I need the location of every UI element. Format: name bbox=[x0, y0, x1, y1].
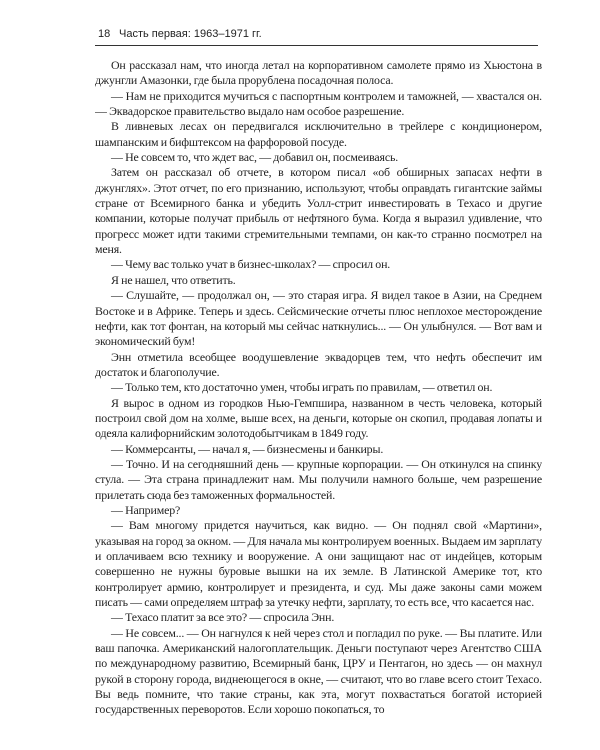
running-head bbox=[98, 27, 534, 45]
paragraph: — Не совсем... — Он нагнулся к ней через стол и погладил по руке. — Вы платите. Или ваш папочка. Американский налогоплательщик. Деньги поступают через Агентство США по международному развитию, Всемирный банк, ЦРУ и Пентагон, но здесь — он махнул рукой в сторону города, виднеющегося в окне, — считают, что во главе всего стоит Техасо. Вы ведь помните, что такие страны, как эта, могут похвастаться богатой историей государственных переворотов. Если хорошо покопаться, то bbox=[95, 625, 542, 717]
header-rule bbox=[95, 45, 538, 46]
paragraph: — Только тем, кто достаточно умен, чтобы играть по правилам, — ответил он. bbox=[111, 380, 493, 395]
page-number: 18 bbox=[98, 28, 111, 40]
paragraph: — Коммерсанты, — начал я, — бизнесмены и банкиры. bbox=[111, 441, 384, 456]
paragraph: Он рассказал нам, что иногда летал на корпоративном самолете прямо из Хьюстона в джунгли Амазонки, где была прорублена посадочная полоса. bbox=[95, 58, 542, 88]
paragraph: — Нам не приходится мучиться с паспортным контролем и таможней, — хвастался он. — Эквадорское правительство выдало нам особое разрешение. bbox=[95, 88, 542, 119]
paragraph: — Техасо платит за все это? — спросила Энн. bbox=[111, 610, 335, 625]
paragraph: — Не совсем то, что ждет вас, — добавил он, посмеиваясь. bbox=[111, 150, 399, 165]
paragraph: — Слушайте, — продолжал он, — это старая игра. Я видел такое в Азии, на Среднем Востоке и в Африке. Теперь и здесь. Сейсмические отчеты плюс неплохое месторождение нефти, как тот фонтан, на который мы сейчас наткнулись... — Он улыбнулся. — Вот вам и экономический бум! bbox=[95, 288, 542, 349]
paragraph: Я вырос в одном из городков Нью-Гемпшира, названном в честь человека, который построил свой дом на холме, выше всех, на деньги, которые он скопил, продавая лопаты и одеяла калифорнийским золотодобытчикам в 1849 году. bbox=[95, 395, 542, 441]
paragraph: Затем он рассказал об отчете, в котором писал «об обширных запасах нефти в джунглях». Этот отчет, по его признанию, используют, чтобы оправдать гигантские займы стране от Всемирного банка и убедить Уолл-стрит инвестировать в Техасо и другие компании, которые получат прибыль от нефтяного бума. Когда я выразил удивление, что прогресс может идти такими стремительными темпами, он как-то странно посмотрел на меня. bbox=[95, 165, 542, 257]
paragraph: — Вам многому придется научиться, как видно. — Он поднял свой «Мартини», указывая на город за окном. — Для начала мы контролируем военных. Выдаем им зарплату и оплачиваем всю технику и вооружение. А они защищают нас от индейцев, которым совершенно не нужны буровые вышки на их земле. В Латинской Америке тот, кто контролирует армию, контролирует и президента, и суд. Мы даже законы сами можем писать — сами определяем штраф за утечку нефти, зарплату, то есть все, что касается нас. bbox=[95, 518, 542, 610]
paragraph: — Чему вас только учат в бизнес-школах? — спросил он. bbox=[111, 257, 391, 272]
paragraph: — Например? bbox=[111, 502, 181, 517]
page-body bbox=[95, 58, 542, 738]
paragraph: В ливневых лесах он передвигался исключительно в трейлере с кондиционером, шампанским и бифштексом на фарфоровой посуде. bbox=[95, 119, 542, 149]
section-title: Часть первая: 1963–1971 гг. bbox=[119, 28, 262, 40]
paragraph: Я не нашел, что ответить. bbox=[111, 272, 236, 287]
paragraph: Энн отметила всеобщее воодушевление эквадорцев тем, что нефть обеспечит им достаток и благополучие. bbox=[95, 349, 542, 379]
paragraph: — Точно. И на сегодняшний день — крупные корпорации. — Он откинулся на спинку стула. — Эта страна принадлежит нам. Мы получили намного больше, чем разрешение прилетать сюда без таможенных формальностей. bbox=[95, 456, 542, 502]
